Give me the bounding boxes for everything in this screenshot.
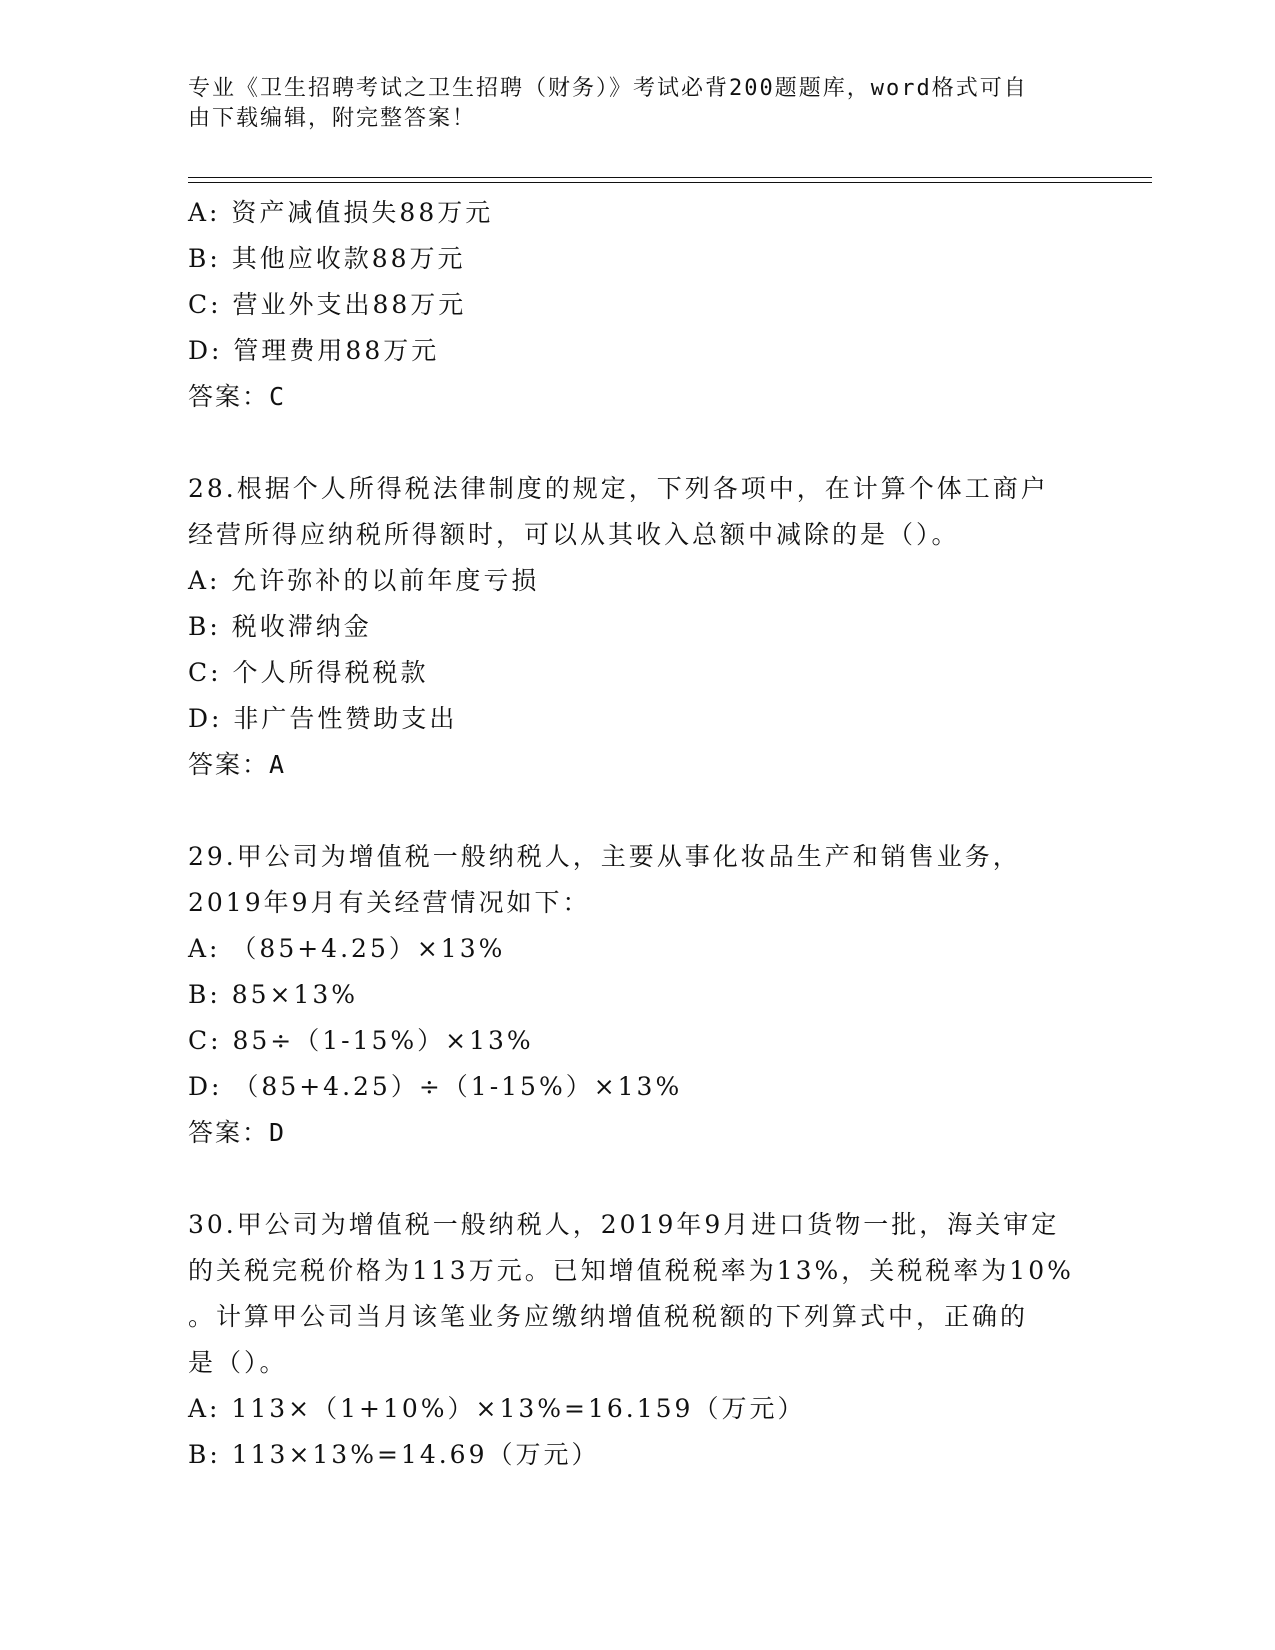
document-header — [188, 74, 1088, 134]
question-stem-line: 30.甲公司为增值税一般纳税人，2019年9月进口货物一批，海关审定 — [188, 1210, 1060, 1239]
question-stem-line: 2019年9月有关经营情况如下： — [188, 888, 591, 917]
option-b: B: 85×13% — [188, 980, 359, 1009]
question-stem-line: 是（）。 — [188, 1348, 288, 1377]
question-stem-line: 。计算甲公司当月该笔业务应缴纳增值税税额的下列算式中，正确的 — [188, 1302, 1029, 1331]
header-line-2: 由下载编辑，附完整答案！ — [188, 106, 477, 131]
question-27 — [188, 190, 1108, 420]
question-28 — [188, 466, 1108, 788]
option-c: C: 85÷（1-15%）×13% — [188, 1026, 534, 1055]
option-d: D: 非广告性赞助支出 — [188, 704, 458, 733]
option-b: B: 113×13%=14.69（万元） — [188, 1440, 600, 1469]
option-d: D: 管理费用88万元 — [188, 336, 440, 365]
question-stem-line: 经营所得应纳税所得额时，可以从其收入总额中减除的是（）。 — [188, 520, 960, 549]
question-stem-line: 29.甲公司为增值税一般纳税人，主要从事化妆品生产和销售业务， — [188, 842, 1021, 871]
option-a: A: 允许弥补的以前年度亏损 — [188, 566, 540, 595]
spacer — [188, 420, 1108, 466]
question-29 — [188, 834, 1108, 1156]
question-list — [188, 190, 1108, 1478]
option-a: A: 资产减值损失88万元 — [188, 198, 494, 227]
option-c: C: 个人所得税税款 — [188, 658, 429, 687]
option-b: B: 税收滞纳金 — [188, 612, 372, 641]
option-d: D: （85+4.25）÷（1-15%）×13% — [188, 1072, 683, 1101]
spacer — [188, 788, 1108, 834]
question-stem-line: 的关税完税价格为113万元。已知增值税税率为13%，关税税率为10% — [188, 1256, 1074, 1285]
question-stem-line: 28.根据个人所得税法律制度的规定，下列各项中，在计算个体工商户 — [188, 474, 1049, 503]
option-a: A: （85+4.25）×13% — [188, 934, 506, 963]
option-c: C: 营业外支出88万元 — [188, 290, 467, 319]
header-line-1: 专业《卫生招聘考试之卫生招聘（财务）》考试必背200题题库，word格式可自 — [188, 76, 1028, 101]
option-b: B: 其他应收款88万元 — [188, 244, 466, 273]
answer: 答案：A — [188, 750, 287, 779]
answer: 答案：C — [188, 382, 287, 411]
header-divider-bottom — [188, 182, 1152, 183]
question-30 — [188, 1202, 1108, 1478]
spacer — [188, 1156, 1108, 1202]
header-divider-top — [188, 177, 1152, 178]
option-a: A: 113×（1+10%）×13%=16.159（万元） — [188, 1394, 806, 1423]
answer: 答案：D — [188, 1118, 287, 1147]
